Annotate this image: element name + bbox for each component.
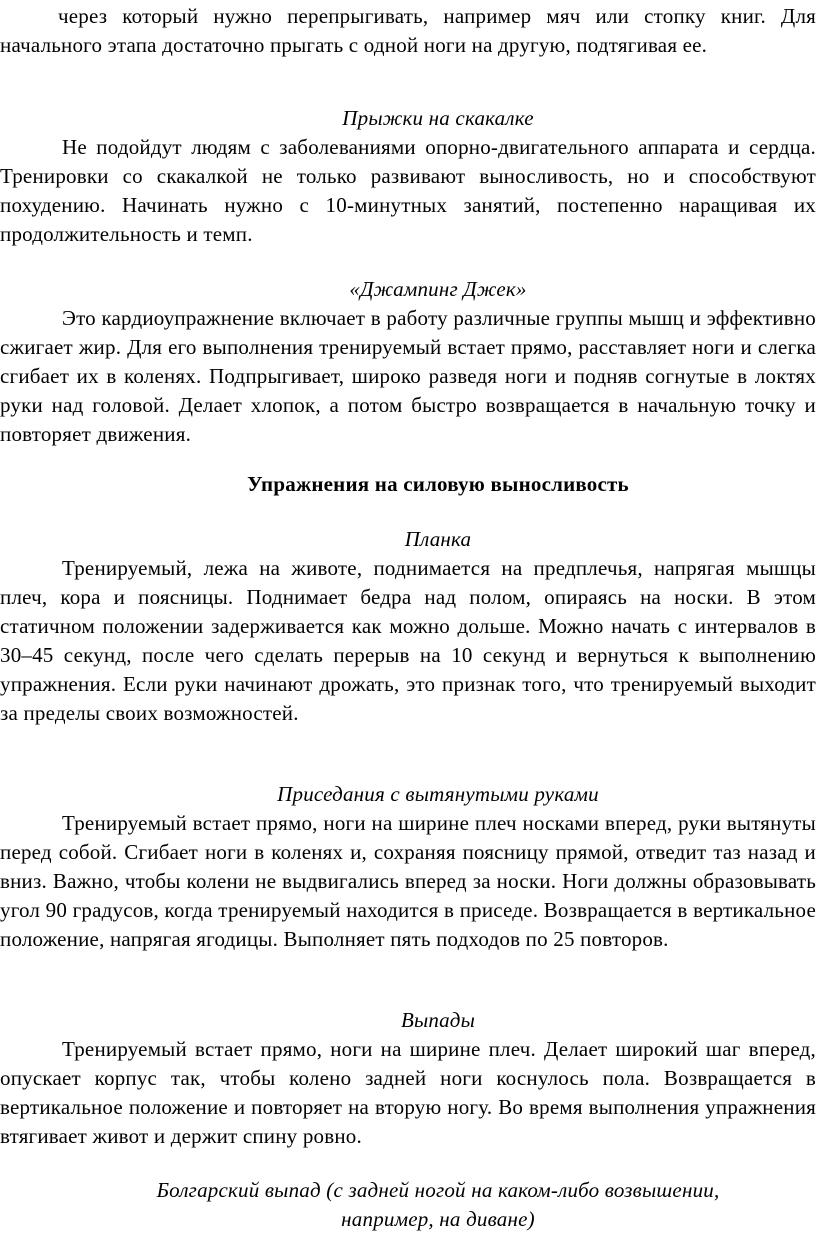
- paragraph-plank: Тренируемый, лежа на животе, поднимается на предплечья, напрягая мышцы плеч, кора и поясницы. Поднимает бедра над полом, опираясь на носки. В этом статичном положении задерживается как можно дольше. Можно начать с интервалов в 30–45 секунд, после чего сделать перерыв на 10 секунд и вернуться к выполнению упражнения. Если руки начинают дрожать, это признак того, что тренируемый выходит за пределы своих возможностей.: [0, 556, 816, 725]
- heading-lunges: Выпады: [400, 1008, 476, 1032]
- section-jump-rope: [0, 104, 816, 249]
- section-title-block: [0, 470, 816, 499]
- heading-bulgarian-lunge-line2: например, на диване): [341, 1207, 535, 1231]
- intro-block: [0, 2, 816, 60]
- section-lunges: [0, 1006, 816, 1151]
- intro-paragraph: через который нужно перепрыгивать, например мяч или стопку книг. Для начального этапа достаточно прыгать с одной ноги на другую, подтягивая ее.: [0, 4, 816, 57]
- paragraph-jump-rope: Не подойдут людям с заболеваниями опорно-двигательного аппарата и сердца. Тренировки со скакалкой не только развивают выносливость, но и способствуют похудению. Начинать нужно с 10-минутных занятий, постепенно наращивая их продолжительность и темп.: [0, 135, 816, 246]
- paragraph-jumping-jack: Это кардиоупражнение включает в работу различные группы мышц и эффективно сжигает жир. Для его выполнения тренируемый встает прямо, расставляет ноги и слегка сгибает их в коленях. Подпрыгивает, широко разведя ноги и подняв согнутые в локтях руки над головой. Делает хлопок, а потом быстро возвращается в начальную точку и повторяет движения.: [0, 306, 816, 446]
- heading-squats: Приседания с вытянутыми руками: [277, 782, 599, 806]
- heading-bulgarian-lunge-line1: Болгарский выпад (с задней ногой на каком-либо возвышении,: [156, 1178, 720, 1202]
- paragraph-squats: Тренируемый встает прямо, ноги на ширине плеч носками вперед, руки вытянуты перед собой. Сгибает ноги в коленях и, сохраняя поясницу прямой, отведит таз назад и вниз. Важно, чтобы колени не выдвигались вперед за носки. Ноги должны образовывать угол 90 градусов, когда тренируемый находится в приседе. Возвращается в вертикальное положение, напрягая ягодицы. Выполняет пять подходов по 25 повторов.: [0, 811, 816, 951]
- heading-jumping-jack: «Джампинг Джек»: [349, 277, 527, 301]
- heading-plank: Планка: [404, 527, 472, 551]
- section-squats: [0, 780, 816, 954]
- section-jumping-jack: [0, 275, 816, 449]
- section-title: Упражнения на силовую выносливость: [247, 472, 629, 496]
- section-plank: [0, 525, 816, 728]
- section-bulgarian-lunge: [0, 1176, 816, 1234]
- heading-jump-rope: Прыжки на скакалке: [342, 106, 534, 130]
- paragraph-lunges: Тренируемый встает прямо, ноги на ширине плеч. Делает широкий шаг вперед, опускает корпус так, чтобы колено задней ноги коснулось пола. Возвращается в вертикальное положение и повторяет на вторую ногу. Во время выполнения упражнения втягивает живот и держит спину ровно.: [0, 1037, 816, 1148]
